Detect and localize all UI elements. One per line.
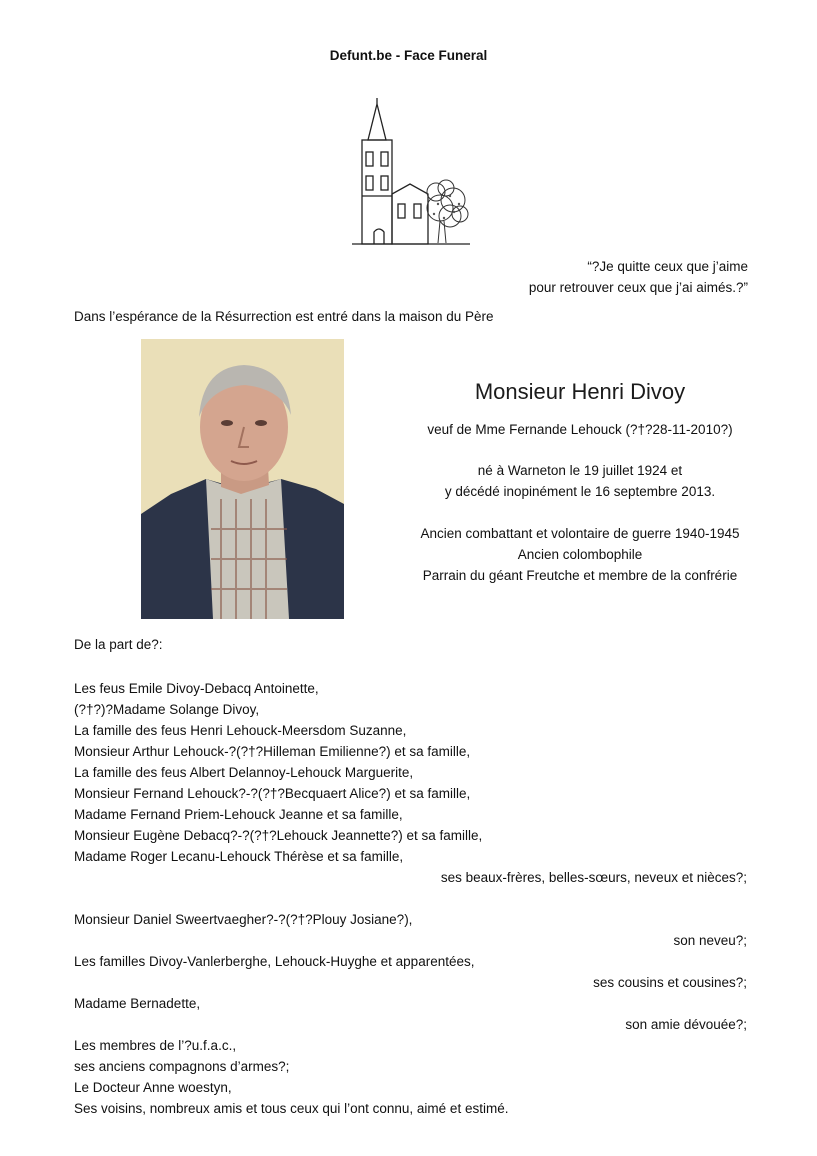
family-line: La famille des feus Albert Delannoy-Lehouck Marguerite,	[74, 765, 414, 780]
quote	[529, 256, 748, 298]
church-icon	[352, 96, 470, 246]
family-line: Madame Roger Lecanu-Lehouck Thérèse et sa famille,	[74, 849, 404, 864]
family-line: Les familles Divoy-Vanlerberghe, Lehouck-Huyghe et apparentées,	[74, 954, 475, 969]
title-line: Ancien combattant et volontaire de guerre 1940-1945	[420, 526, 740, 541]
from-label: De la part de?:	[74, 637, 163, 652]
birth-line: né à Warneton le 19 juillet 1924 et	[477, 463, 683, 478]
family-line: (?†?)?Madame Solange Divoy,	[74, 702, 260, 717]
quote-line-1: “?Je quitte ceux que j’aime	[587, 259, 748, 274]
death-line: y décédé inopinément le 16 septembre 2013.	[444, 484, 716, 499]
family-line: ses anciens compagnons d’armes?;	[74, 1059, 290, 1074]
family-line: Les feus Emile Divoy-Debacq Antoinette,	[74, 681, 319, 696]
titles-block	[414, 523, 746, 586]
widow-line: veuf de Mme Fernande Lehouck (?†?28-11-2010?)	[427, 422, 733, 437]
birth-death-block	[414, 460, 746, 502]
quote-line-2: pour retrouver ceux que j’ai aimés.?”	[528, 280, 748, 295]
family-line: Les membres de l’?u.f.a.c.,	[74, 1038, 237, 1053]
family-line: Madame Fernand Priem-Lehouck Jeanne et sa famille,	[74, 807, 403, 822]
portrait-photo	[141, 339, 344, 619]
relation-line: son amie dévouée?;	[625, 1017, 747, 1032]
family-line: Le Docteur Anne woestyn,	[74, 1080, 232, 1095]
title-line: Ancien colombophile	[517, 547, 643, 562]
title-line: Parrain du géant Freutche et membre de la confrérie	[422, 568, 738, 583]
family-line: Monsieur Arthur Lehouck-?(?†?Hilleman Emilienne?) et sa famille,	[74, 744, 471, 759]
page-header: Defunt.be - Face Funeral	[329, 48, 488, 63]
family-line: Monsieur Daniel Sweertvaegher?-?(?†?Plouy Josiane?),	[74, 912, 413, 927]
family-line: Monsieur Eugène Debacq?-?(?†?Lehouck Jeannette?) et sa famille,	[74, 828, 483, 843]
relation-line: ses beaux-frères, belles-sœurs, neveux et nièces?;	[440, 870, 747, 885]
family-line: Monsieur Fernand Lehouck?-?(?†?Becquaert Alice?) et sa famille,	[74, 786, 471, 801]
relation-line: son neveu?;	[673, 933, 747, 948]
family-line: La famille des feus Henri Lehouck-Meersdom Suzanne,	[74, 723, 407, 738]
family-list	[74, 678, 747, 1119]
family-line: Ses voisins, nombreux amis et tous ceux qui l’ont connu, aimé et estimé.	[74, 1101, 509, 1116]
family-line: Madame Bernadette,	[74, 996, 201, 1011]
relation-line: ses cousins et cousines?;	[593, 975, 747, 990]
intro-text: Dans l’espérance de la Résurrection est entré dans la maison du Père	[74, 309, 494, 324]
deceased-name: Monsieur Henri Divoy	[474, 379, 686, 404]
